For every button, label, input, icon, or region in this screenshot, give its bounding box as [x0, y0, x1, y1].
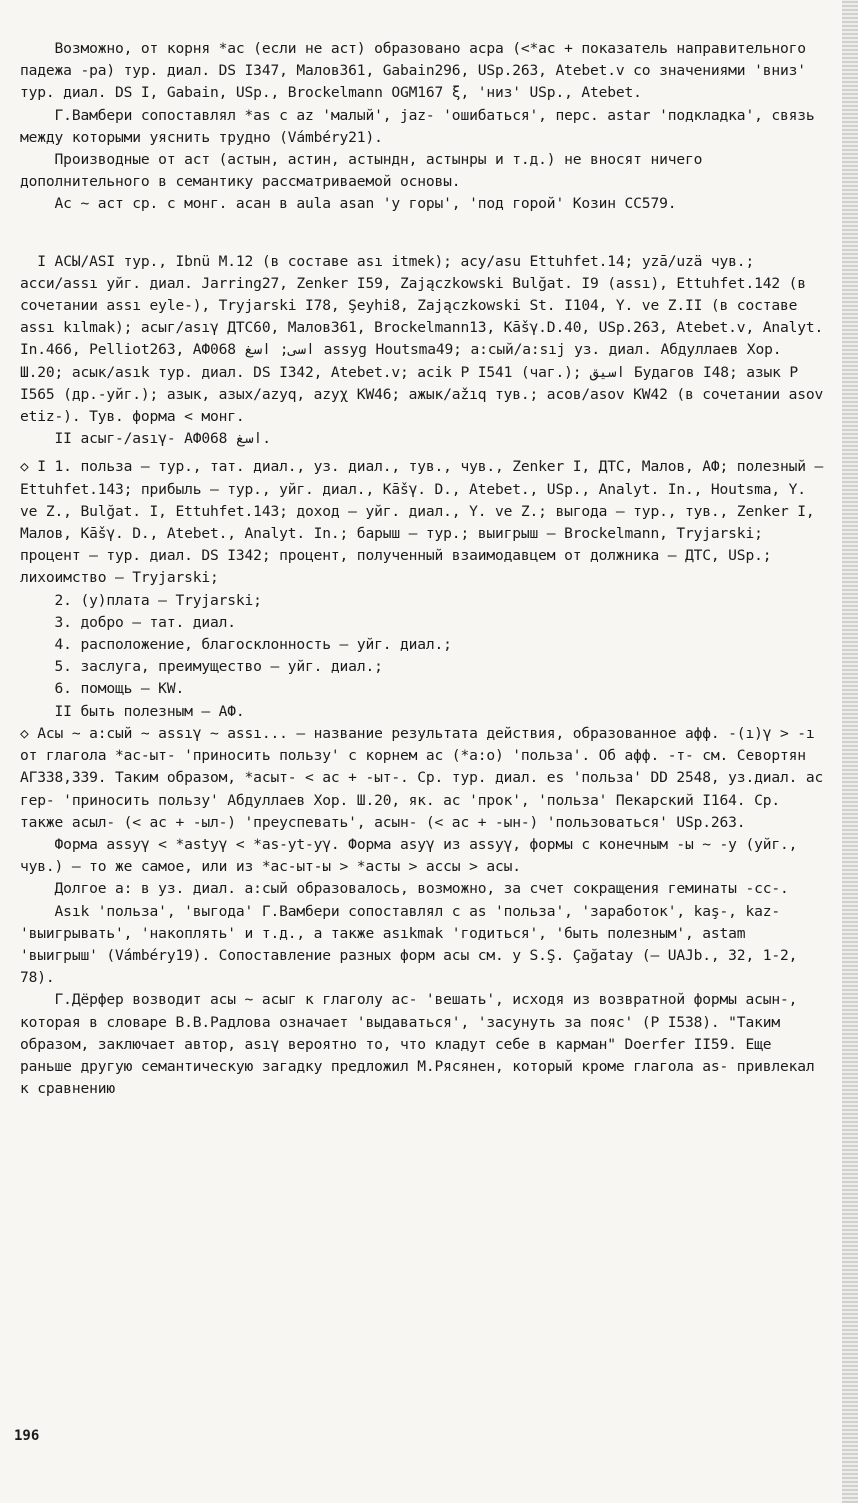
entry-etymology-continued-paragraph: Г.Дёрфер возводит асы ~ асыг к глаголу ас- 'вешать', исходя из возвратной формы асын-, которая в словаре В.В.Радлова означает 'выдаваться', 'засунуть за пояс' (P I538). "Таким образом, заключает автор, asıγ вероятно то, что кладут себе в карман" Doerfer II59. Еще раньше другую семантическую загадку предложил М.Рясянен, который кроме глагола as- привлекал к сравнению — [20, 991, 824, 1098]
entry-etymology-paragraph: ◇ Асы ~ а:сый ~ assıγ ~ assı... – название результата действия, образованное афф. -(ı)γ > -ı от глагола *ас-ыт- 'приносить пользу' с корнем ас (*а:о) 'польза'. Об афф. -т- см. Севортян АГ338,339. Таким образом, *асыт- < ас + -ыт-. Ср. тур. диал. es 'польза' DD 2548, уз.диал. ас гер- 'приносить пользу' Абдуллаев Хор. Ш.20, як. ас 'прок', 'польза' Пекарский I164. Ср. также асыл- (< ас + -ыл-) 'преуспевать', асын- (< ас + -ын-) 'пользоваться' USp.263. Форма assyγ < *astyγ < *as-yt-yγ. Форма asyγ из assyγ, формы с конечным -ы ~ -у (уйг., чув.) – то же самое, или из *ас-ыт-ы > *асты > ассы > асы. Долгое а: в уз. диал. а:сый образовалось, возможно, за счет сокращения геминаты -сс-. Asık 'польза', 'выгода' Г.Вамбери сопоставлял с as 'польза', 'заработок', kaş-, kaz- 'выигрывать', 'накоплять' и т.д., а также asıkmak 'годиться', 'быть полезным', astam 'выигрыш' (Vámbéry19). Сопоставление разных форм асы см. у S.Ş. Çağatay (– UAJb., 32, 1-2, 78). — [20, 724, 824, 987]
entry-meanings-paragraph: ◇ I 1. польза – тур., тат. диал., уз. диал., тув., чув., Zenker I, ДТС, Малов, АФ; полезный – Ettuhfet.143; прибыль – тур., уйг. диал., Kāšγ. D., Atebet., USp., Analyt. In., Houtsma, Y. ve Z., Bulğat. I, Ettuhfet.143; доход – уйг. диал., Y. ve Z.; выгода – тур., тув., Zenker I, Малов, Kāšγ. D., Atebet., Analyt. In.; барыш – тур.; выигрыш – Brockelmann, Tryjarski; процент – тур. диал. DS I342; процент, полученный взаимодавцем от должника – ДТС, USp.; лихоимство – Tryjarski; 2. (у)плата – Tryjarski; 3. добро – тат. диал. 4. расположение, благосклонность – уйг. диал.; 5. заслуга, преимущество – уйг. диал.; 6. помощь – KW. II быть полезным – АФ. — [20, 458, 824, 720]
scan-edge-shadow — [842, 0, 858, 1503]
etymology-notes-paragraph: Возможно, от корня *ас (если не аст) образовано асра (<*ас + показатель направительного падежа -ра) тур. диал. DS I347, Малов361, Gabain296, USp.263, Atebet.v со значениями 'вниз' тур. диал. DS I, Gabain, USp., Brockelmann OGM167 ξ, 'низ' USp., Atebet. Г.Вамбери сопоставлял *as с az 'малый', jaz- 'ошибаться', перс. astar 'подкладка', связь между которыми уяснить трудно (Vámbéry21). Производные от аст (астын, астин, астындн, астынры и т.д.) не вносят ничего дополнительного в семантику рассматриваемой основы. Ас ~ аст ср. с монг. асан в aula asan 'у горы', 'под горой' Козин СС579. — [20, 40, 815, 213]
page-number: 196 — [14, 1428, 40, 1444]
entry-forms-paragraph: I АСЫ/ASI тур., Ibnü M.12 (в составе ası itmek); асу/asu Ettuhfet.14; уzā/uzä чув.; асси/assı уйг. диал. Jarring27, Zenker I59, Zajączkowski Bulğat. I9 (assı), Ettuhfet.142 (в сочетании assı eyle-), Tryjarski I78, Şeyhi8, Zajączkowski St. I104, Y. ve Z.II (в составе assı kılmak); асыг/asıγ ДТС60, Малов361, Brockelmann13, Kāšγ.D.40, USp.263, Atebet.v, Analyt. In.466, Pelliot263, АФ068 اسى; اسغ assyg Houtsma49; а:сый/a:sıj уз. диал. Абдуллаев Хор. Ш.20; асык/asık тур. диал. DS I342, Atebet.v; асik P I541 (чаг.); اسيق Будагов I48; азык P I565 (др.-уйг.); азык, азых/azyq, azyχ KW46; ажык/ažıq тув.; асов/asov KW42 (в сочетании asov etiz-). Тув. форма < монг. II асыг-/asıγ- АФ068 اسغ. — [20, 252, 824, 448]
